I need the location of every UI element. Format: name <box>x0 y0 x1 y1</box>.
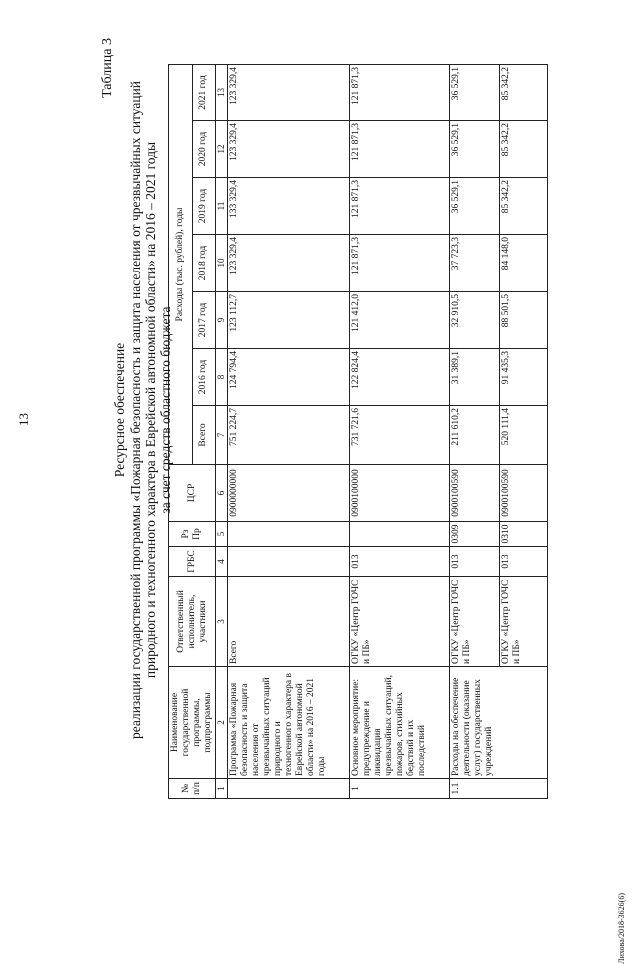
cell-2019: 121 871,3 <box>350 178 450 235</box>
header-rz: Рз Пр <box>169 522 216 547</box>
cell-2017: 121 412,0 <box>350 292 450 349</box>
col-num: 5 <box>216 522 228 547</box>
cell-no: 1 <box>350 779 450 799</box>
cell-csr: 0900100590 <box>450 465 500 522</box>
col-num: 3 <box>216 577 228 667</box>
cell-2021: 121 871,3 <box>350 65 450 121</box>
header-grbs: ГРБС <box>169 547 216 577</box>
cell-2016: 31 389,1 <box>450 349 500 406</box>
header-csr: ЦСР <box>169 465 216 522</box>
cell-2017: 123 112,7 <box>228 292 350 349</box>
header-expenses: Расходы (тыс. рублей), годы <box>169 65 193 465</box>
cell-2018: 37 723,3 <box>450 235 500 292</box>
cell-executor: ОГКУ «Центр ГОЧС и ПБ» <box>450 577 500 667</box>
cell-no <box>228 779 350 799</box>
cell-2016: 91 435,3 <box>500 349 548 406</box>
cell-grbs: 013 <box>450 547 500 577</box>
header-total: Всего <box>192 406 216 465</box>
cell-2021: 123 329,4 <box>228 65 350 121</box>
header-row-1 <box>169 65 193 799</box>
header-year-2021: 2021 год <box>192 65 216 121</box>
page-number: 13 <box>16 413 31 426</box>
cell-name: Программа «Пожарная безопасность и защита населения от чрезвычайных ситуаций природного и техногенного характера в Еврейской автономной области» на 2016 – 2021 годы <box>228 667 350 779</box>
cell-name: Расходы на обеспечение деятельности (оказание услуг) государственных учреждений <box>450 667 548 779</box>
col-num: 10 <box>216 235 228 292</box>
header-no: № п/п <box>169 779 216 799</box>
cell-rz: 0310 <box>500 522 548 547</box>
col-num: 1 <box>216 779 228 799</box>
cell-grbs: 013 <box>500 547 548 577</box>
table-row-program <box>228 65 350 799</box>
cell-2019: 36 529,1 <box>450 178 500 235</box>
cell-2016: 124 794,4 <box>228 349 350 406</box>
cell-csr: 0900100590 <box>500 465 548 522</box>
col-num: 9 <box>216 292 228 349</box>
cell-executor: Всего <box>228 577 350 667</box>
col-num: 4 <box>216 547 228 577</box>
resource-table <box>168 64 548 799</box>
col-num: 2 <box>216 667 228 779</box>
cell-2020: 123 329,4 <box>228 121 350 178</box>
col-num: 13 <box>216 65 228 121</box>
cell-2021: 85 342,2 <box>500 65 548 121</box>
rotated-content <box>0 25 640 905</box>
cell-2017: 32 910,5 <box>450 292 500 349</box>
header-name: Наименование государственной программы, подпрограммы <box>169 667 216 779</box>
header-year-2016: 2016 год <box>192 349 216 406</box>
header-year-2018: 2018 год <box>192 235 216 292</box>
cell-2019: 85 342,2 <box>500 178 548 235</box>
cell-total: 751 224,7 <box>228 406 350 465</box>
header-year-2019: 2019 год <box>192 178 216 235</box>
title-line-1: Ресурсное обеспечение <box>112 342 127 478</box>
cell-2018: 123 329,4 <box>228 235 350 292</box>
col-num: 11 <box>216 178 228 235</box>
cell-2017: 88 501,5 <box>500 292 548 349</box>
title-line-2: реализации государственной программы «Пожарная безопасность и защита населения от чрезвычайных ситуаций <box>128 80 143 740</box>
cell-grbs: 013 <box>350 547 450 577</box>
cell-2020: 85 342,2 <box>500 121 548 178</box>
cell-executor: ОГКУ «Центр ГОЧС и ПБ» <box>350 577 450 667</box>
cell-2018: 121 871,3 <box>350 235 450 292</box>
cell-2020: 36 529,1 <box>450 121 500 178</box>
cell-2021: 36 529,1 <box>450 65 500 121</box>
cell-executor: ОГКУ «Центр ГОЧС и ПБ» <box>500 577 548 667</box>
footer-reference: Лихова/2018-3626(6) <box>617 893 626 964</box>
header-executor: Ответственный исполнитель, участники <box>169 577 216 667</box>
cell-total: 211 610,2 <box>450 406 500 465</box>
cell-rz <box>350 522 450 547</box>
title-line-4: за счет средств областного бюджета <box>158 306 173 514</box>
col-num: 12 <box>216 121 228 178</box>
cell-grbs <box>228 547 350 577</box>
cell-name: Основное мероприятие: предупреждение и ликвидация чрезвычайных ситуаций, пожаров, стихийных бедствий и их последствий <box>350 667 450 779</box>
cell-total: 731 721,6 <box>350 406 450 465</box>
table-row-activity-1 <box>350 65 450 799</box>
header-year-2017: 2017 год <box>192 292 216 349</box>
col-num: 7 <box>216 406 228 465</box>
col-num: 8 <box>216 349 228 406</box>
title-block <box>100 20 173 800</box>
cell-total: 520 111,4 <box>500 406 548 465</box>
cell-rz <box>228 522 350 547</box>
cell-2016: 122 824,4 <box>350 349 450 406</box>
col-num: 6 <box>216 465 228 522</box>
cell-no: 1.1 <box>450 779 548 799</box>
title-line-3: природного и техногенного характера в Еврейской автономной области» на 2016 – 2021 годы <box>143 141 158 679</box>
column-numbers-row <box>216 65 228 799</box>
table-row-1-1 <box>450 65 500 799</box>
cell-rz: 0309 <box>450 522 500 547</box>
cell-2019: 133 329,4 <box>228 178 350 235</box>
header-year-2020: 2020 год <box>192 121 216 178</box>
table-number: Таблица 3 <box>100 38 115 98</box>
cell-csr: 0900100000 <box>350 465 450 522</box>
cell-2018: 84 148,0 <box>500 235 548 292</box>
cell-2020: 121 871,3 <box>350 121 450 178</box>
cell-csr: 0900000000 <box>228 465 350 522</box>
